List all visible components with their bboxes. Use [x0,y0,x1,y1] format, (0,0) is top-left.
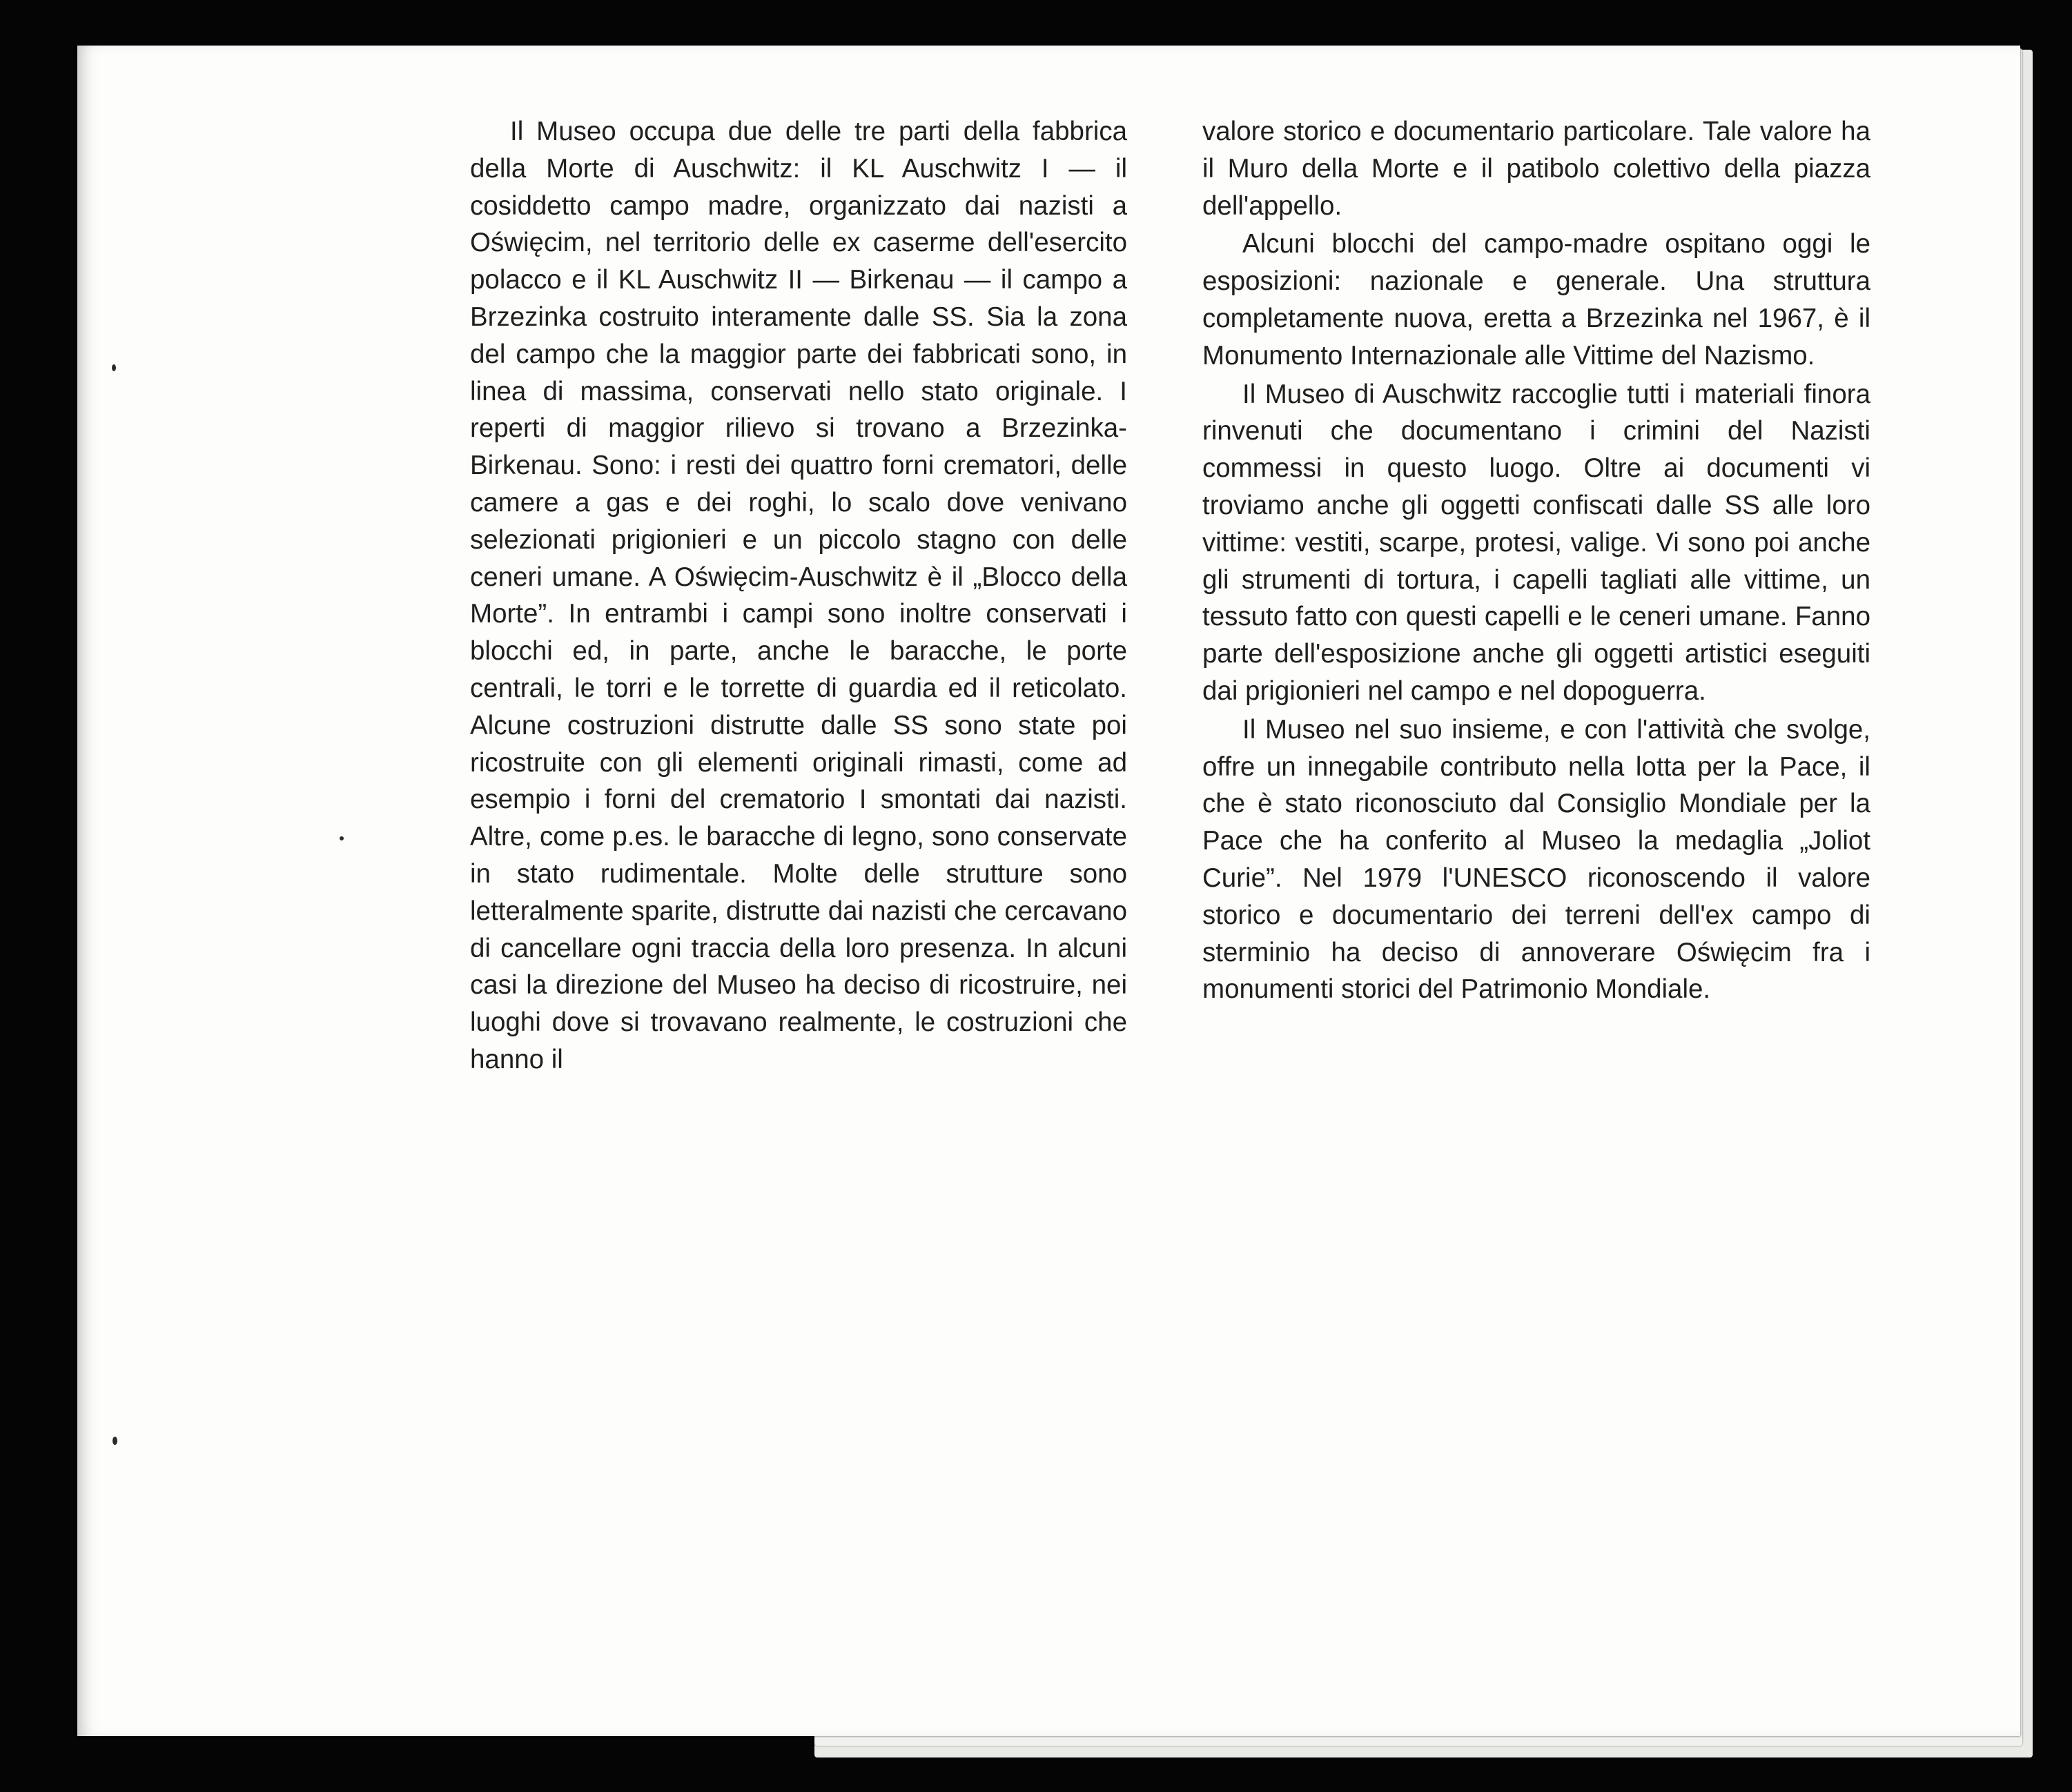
binding-mark [112,364,116,371]
document-page [77,46,2020,1736]
paragraph: Il Museo di Auschwitz raccoglie tutti i materiali finora rinvenuti che documentano i crimini del Nazisti commessi in questo luogo. Oltre ai documenti vi troviamo anche gli oggetti confiscati dalle SS alle loro vittime: vestiti, scarpe, protesi, valige. Vi sono poi anche gli strumenti di tortura, i capelli tagliati alle vittime, un tessuto fatto con questi capelli e le ceneri umane. Fanno parte dell'esposizione anche gli oggetti artistici eseguiti dai prigionieri nel campo e nel dopoguerra. [1202,379,1870,706]
text-column-right [1202,113,1870,1008]
paragraph: Alcuni blocchi del campo-madre ospitano oggi le esposizioni: nazionale e generale. Una struttura completamente nuova, eretta a Brzezinka nel 1967, è il Monumento Internazionale alle Vittime del Nazismo. [1202,229,1870,371]
binding-mark [113,1437,117,1445]
dust-speck [340,836,344,840]
paragraph: Il Museo nel suo insieme, e con l'attività che svolge, offre un innegabile contributo nella lotta per la Pace, il che è stato riconosciuto dal Consiglio Mondiale per la Pace che ha conferito al Museo la medaglia „Joliot Curie”. Nel 1979 l'UNESCO riconoscendo il valore storico e documentario dei terreni dell'ex campo di sterminio ha deciso di annoverare Oświęcim fra i monumenti storici del Patrimonio Mondiale. [1202,714,1870,1005]
paragraph-continued: valore storico e documentario particolare. Tale valore ha il Muro della Morte e il patibolo colettivo della piazza dell'appello. [1202,117,1870,221]
paragraph: Il Museo occupa due delle tre parti della fabbrica della Morte di Auschwitz: il KL Auschwitz I — il cosiddetto campo madre, organizzato dai nazisti a Oświęcim, nel territorio delle ex caserme dell'esercito polacco e il KL Auschwitz II — Birkenau — il campo a Brzezinka costruito interamente dalle SS. Sia la zona del campo che la maggior parte dei fabbricati sono, in linea di massima, conservati nello stato originale. I reperti di maggior rilievo si trovano a Brzezinka-Birkenau. Sono: i resti dei quattro forni crematori, delle camere a gas e dei roghi, lo scalo dove venivano selezionati prigionieri e un piccolo stagno con delle ceneri umane. A Oświęcim-Auschwitz è il „Blocco della Morte”. In entrambi i campi sono inoltre conservati i blocchi ed, in parte, anche le baracche, le porte centrali, le torri e le torrette di guardia ed il reticolato. Alcune costruzioni distrutte dalle SS sono state poi ricostruite con gli elementi originali rimasti, come ad esempio i forni del crematorio I smontati dai nazisti. Altre, come p.es. le baracche di legno, sono conservate in stato rudimentale. Molte delle strutture sono letteralmente sparite, distrutte dai nazisti che cercavano di cancellare ogni traccia della loro presenza. In alcuni casi la direzione del Museo ha deciso di ricostruire, nei luoghi dove si trovavano realmente, le costruzioni che hanno il [470,117,1127,1074]
text-column-left [470,113,1127,1079]
